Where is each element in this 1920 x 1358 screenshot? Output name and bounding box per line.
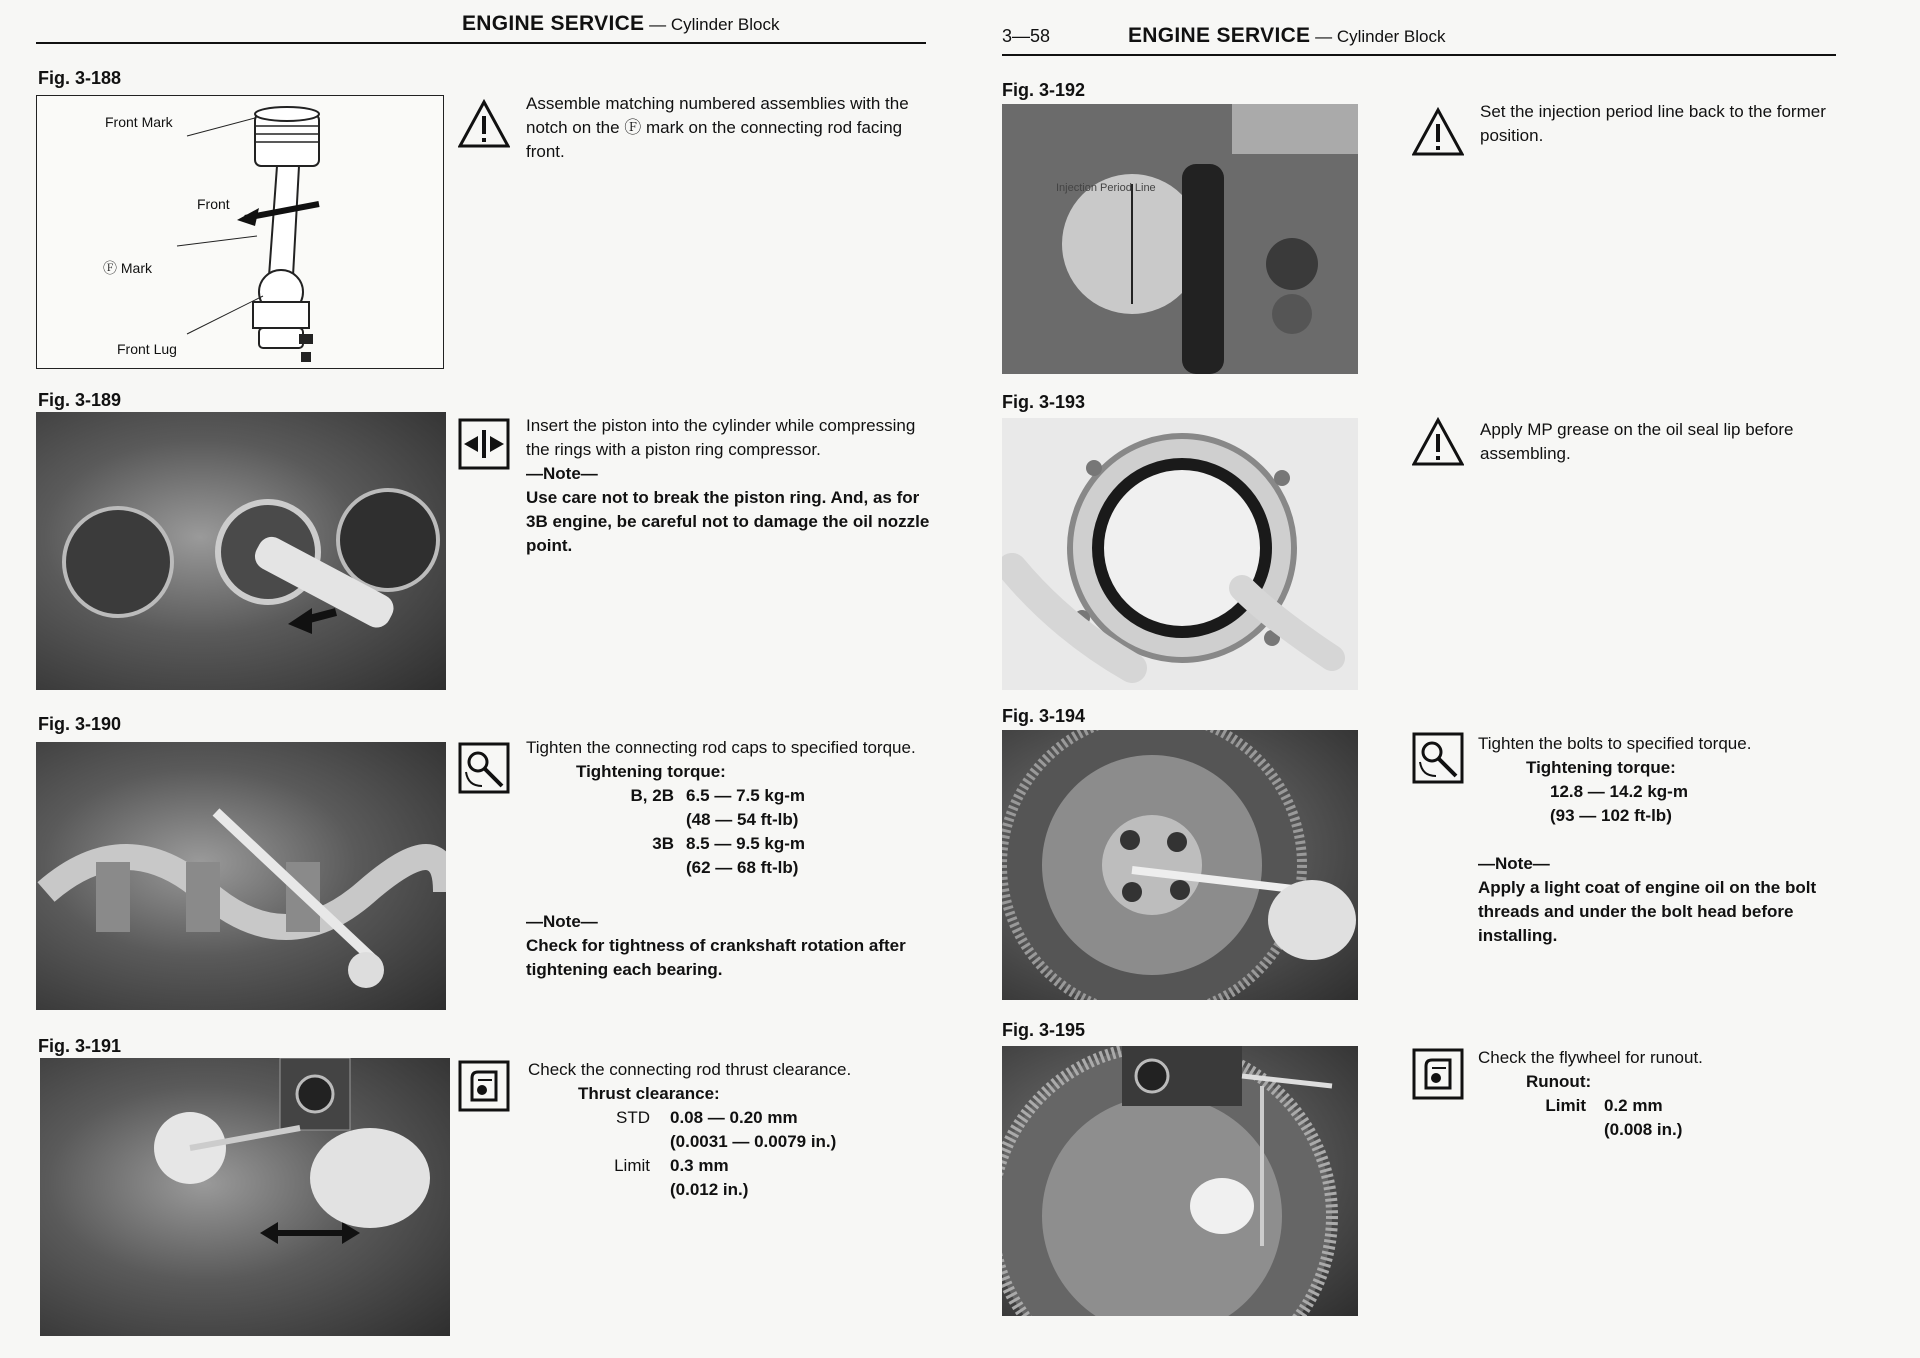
instruction-block	[1478, 732, 1840, 948]
oil-seal-photo	[1002, 418, 1358, 690]
label-front: Front	[197, 196, 230, 212]
spec-value-imperial: (0.008 in.)	[1604, 1120, 1683, 1139]
instruction-block	[1478, 1046, 1840, 1142]
instruction-text: Check the flywheel for runout.	[1478, 1048, 1703, 1067]
spec-key: Limit	[1545, 1096, 1586, 1115]
spec-value-imperial: (62 — 68 ft-lb)	[686, 858, 799, 877]
spec-key: STD	[616, 1108, 650, 1127]
inspection-icon	[1412, 1048, 1464, 1100]
photo-label: Injection Period Line	[1056, 182, 1156, 194]
spec-value: 0.08 — 0.20 mm	[670, 1108, 798, 1127]
fig-label: Fig. 3-194	[1002, 706, 1086, 726]
spec-row	[526, 784, 936, 808]
spec-row	[528, 1178, 928, 1202]
fig-label: Fig. 3-193	[1002, 392, 1086, 412]
torque-wrench-icon	[458, 742, 510, 794]
torque-wrench-icon	[1412, 732, 1464, 784]
caution-icon	[1412, 416, 1464, 468]
spec-row	[1478, 1118, 1840, 1142]
flywheel-runout-photo	[1002, 1046, 1358, 1316]
note-heading: —Note—	[526, 464, 598, 483]
fig-label: Fig. 3-190	[38, 714, 122, 734]
spec-value: 0.3 mm	[670, 1156, 729, 1175]
instruction-text: Assemble matching numbered assemblies with the notch on the Ⓕ mark on the connecting rod facing front.	[526, 94, 909, 161]
note-heading: —Note—	[526, 912, 598, 931]
header-section: ENGINE SERVICE	[462, 12, 645, 35]
spec-title: Tightening torque:	[576, 762, 726, 781]
note-text: Use care not to break the piston ring. And, as for 3B engine, be careful not to damage the oil nozzle point.	[526, 488, 930, 555]
right-page	[960, 0, 1920, 1358]
spec-title: Tightening torque:	[1526, 758, 1676, 777]
spec-value-imperial: (48 — 54 ft-lb)	[686, 810, 799, 829]
header-section: ENGINE SERVICE	[1128, 24, 1311, 47]
spec-value-imperial: (0.012 in.)	[670, 1180, 749, 1199]
header-subsection: Cylinder Block	[670, 15, 780, 34]
header-rule	[36, 42, 926, 44]
caution-icon	[458, 98, 510, 150]
fig-label: Fig. 3-195	[1002, 1020, 1086, 1040]
piston-diagram	[36, 95, 444, 369]
spec-title: Runout:	[1526, 1072, 1592, 1091]
fig-label: Fig. 3-191	[38, 1036, 122, 1056]
spec-row	[526, 832, 936, 856]
spec-value: 8.5 — 9.5 kg-m	[686, 834, 806, 853]
spec-value-imperial: (0.0031 — 0.0079 in.)	[670, 1132, 837, 1151]
spec-row	[526, 856, 936, 880]
label-f-mark: Ⓕ Mark	[103, 260, 152, 276]
spec-row	[528, 1106, 928, 1130]
instruction-text: Tighten the connecting rod caps to specified torque.	[526, 738, 916, 757]
note-text: Apply a light coat of engine oil on the bolt threads and under the bolt head before installing.	[1478, 878, 1817, 945]
spec-key: B, 2B	[630, 786, 674, 805]
header-separator: —	[644, 15, 671, 34]
note-text: Check for tightness of crankshaft rotation after tightening each bearing.	[526, 936, 906, 979]
caution-icon	[1412, 106, 1464, 158]
spec-value: 12.8 — 14.2 kg-m	[1550, 782, 1688, 801]
instruction-text: Tighten the bolts to specified torque.	[1478, 734, 1752, 753]
spec-value: 0.2 mm	[1604, 1096, 1663, 1115]
cylinder-block-photo	[36, 412, 446, 690]
spec-title: Thrust clearance:	[578, 1084, 720, 1103]
note-heading: —Note—	[1478, 854, 1550, 873]
header-rule	[1002, 54, 1836, 56]
instruction-text: Insert the piston into the cylinder while compressing the rings with a piston ring compressor.	[526, 416, 916, 459]
header-subsection: Cylinder Block	[1336, 27, 1446, 46]
piston-rod-illustration	[37, 96, 443, 368]
spec-row	[528, 1154, 928, 1178]
instruction-block	[528, 1058, 928, 1202]
page-header	[462, 12, 779, 36]
page-number: 3—58	[1002, 26, 1051, 46]
label-front-mark: Front Mark	[105, 114, 173, 130]
instruction-block	[526, 414, 931, 558]
label-front-lug: Front Lug	[117, 341, 177, 357]
spec-row	[526, 808, 936, 832]
instruction-block	[526, 736, 936, 982]
spec-key: 3B	[652, 834, 674, 853]
fig-label: Fig. 3-189	[38, 390, 122, 410]
instruction-text: Check the connecting rod thrust clearance.	[528, 1060, 852, 1079]
spec-value-imperial: (93 — 102 ft-lb)	[1550, 806, 1672, 825]
spec-value: 6.5 — 7.5 kg-m	[686, 786, 806, 805]
fig-label: Fig. 3-188	[38, 68, 122, 88]
flywheel-torque-photo	[1002, 730, 1358, 1000]
instruction-text: Set the injection period line back to the former position.	[1480, 102, 1826, 145]
spec-row	[1478, 1094, 1840, 1118]
thrust-clearance-photo	[40, 1058, 450, 1336]
spec-key: Limit	[614, 1156, 650, 1175]
instruction-text: Apply MP grease on the oil seal lip before assembling.	[1480, 420, 1794, 463]
spec-row	[528, 1130, 928, 1154]
injection-pump-photo	[1002, 104, 1358, 374]
ring-compressor-icon	[458, 418, 510, 470]
fig-label: Fig. 3-192	[1002, 80, 1086, 100]
page-header	[1128, 24, 1445, 48]
header-separator: —	[1310, 27, 1337, 46]
inspection-icon	[458, 1060, 510, 1112]
crankshaft-photo	[36, 742, 446, 1010]
